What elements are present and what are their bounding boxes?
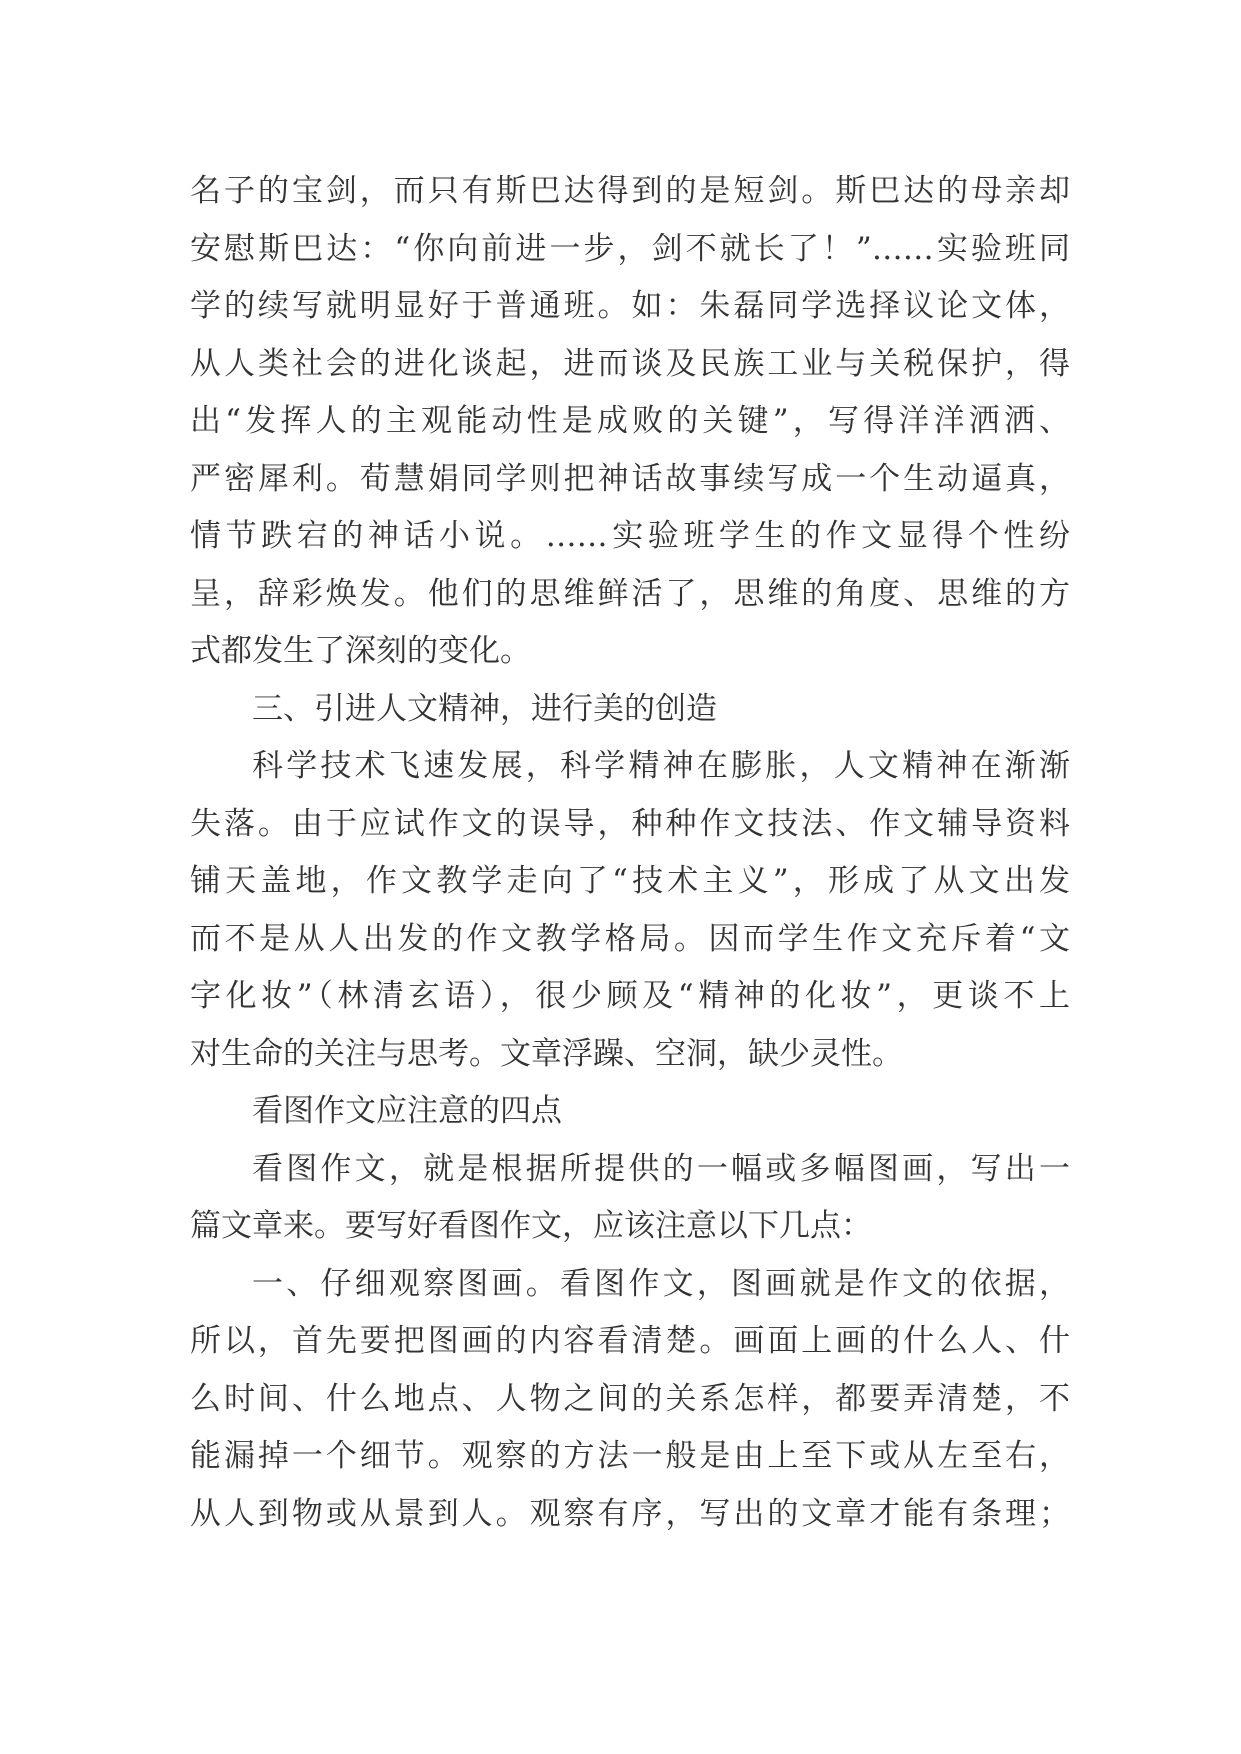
text-line: 字化妆”（林清玄语），很少顾及“精神的化妆”，更谈不上 — [190, 978, 1070, 1014]
text-line: 严密犀利。荀慧娟同学则把神话故事续写成一个生动逼真， — [190, 460, 1070, 497]
text-line: 失落。由于应试作文的误导，种种作文技法、作文辅导资料 — [190, 805, 1070, 842]
text-line: 情节跌宕的神话小说。……实验班学生的作文显得个性纷 — [190, 518, 1070, 554]
text-line: 篇文章来。要写好看图作文，应该注意以下几点： — [190, 1208, 872, 1244]
article-title: 看图作文应注意的四点 — [252, 1093, 562, 1129]
text-line: 科学技术飞速发展，科学精神在膨胀，人文精神在渐渐 — [252, 748, 1070, 784]
text-line: 铺天盖地，作文教学走向了“技术主义”，形成了从文出发 — [190, 863, 1070, 899]
text-line: 而不是从人出发的作文教学格局。因而学生作文充斥着“文 — [190, 920, 1070, 957]
text-line: 学的续写就明显好于普通班。如：朱磊同学选择议论文体， — [190, 288, 1070, 324]
text-line: 从人类社会的进化谈起，进而谈及民族工业与关税保护，得 — [190, 345, 1070, 382]
text-line: 么时间、什么地点、人物之间的关系怎样，都要弄清楚，不 — [190, 1380, 1070, 1417]
document-body — [190, 163, 1070, 1543]
text-line: 安慰斯巴达：“你向前进一步，剑不就长了！”……实验班同 — [190, 230, 1070, 267]
section-heading: 三、引进人文精神，进行美的创造 — [252, 690, 717, 727]
text-line: 对生命的关注与思考。文章浮躁、空洞，缺少灵性。 — [190, 1035, 903, 1072]
text-line: 能漏掉一个细节。观察的方法一般是由上至下或从左至右， — [190, 1438, 1070, 1474]
text-line: 一、仔细观察图画。看图作文，图画就是作文的依据， — [252, 1265, 1070, 1302]
text-line: 看图作文，就是根据所提供的一幅或多幅图画，写出一 — [252, 1150, 1070, 1187]
text-line: 出“发挥人的主观能动性是成败的关键”，写得洋洋洒洒、 — [190, 403, 1070, 439]
text-line: 从人到物或从景到人。观察有序，写出的文章才能有条理； — [190, 1495, 1070, 1532]
text-line: 所以，首先要把图画的内容看清楚。画面上画的什么人、什 — [190, 1323, 1070, 1359]
text-line: 呈，辞彩焕发。他们的思维鲜活了，思维的角度、思维的方 — [190, 575, 1070, 612]
text-line: 名子的宝剑，而只有斯巴达得到的是短剑。斯巴达的母亲却 — [190, 173, 1070, 209]
text-line: 式都发生了深刻的变化。 — [190, 633, 531, 669]
